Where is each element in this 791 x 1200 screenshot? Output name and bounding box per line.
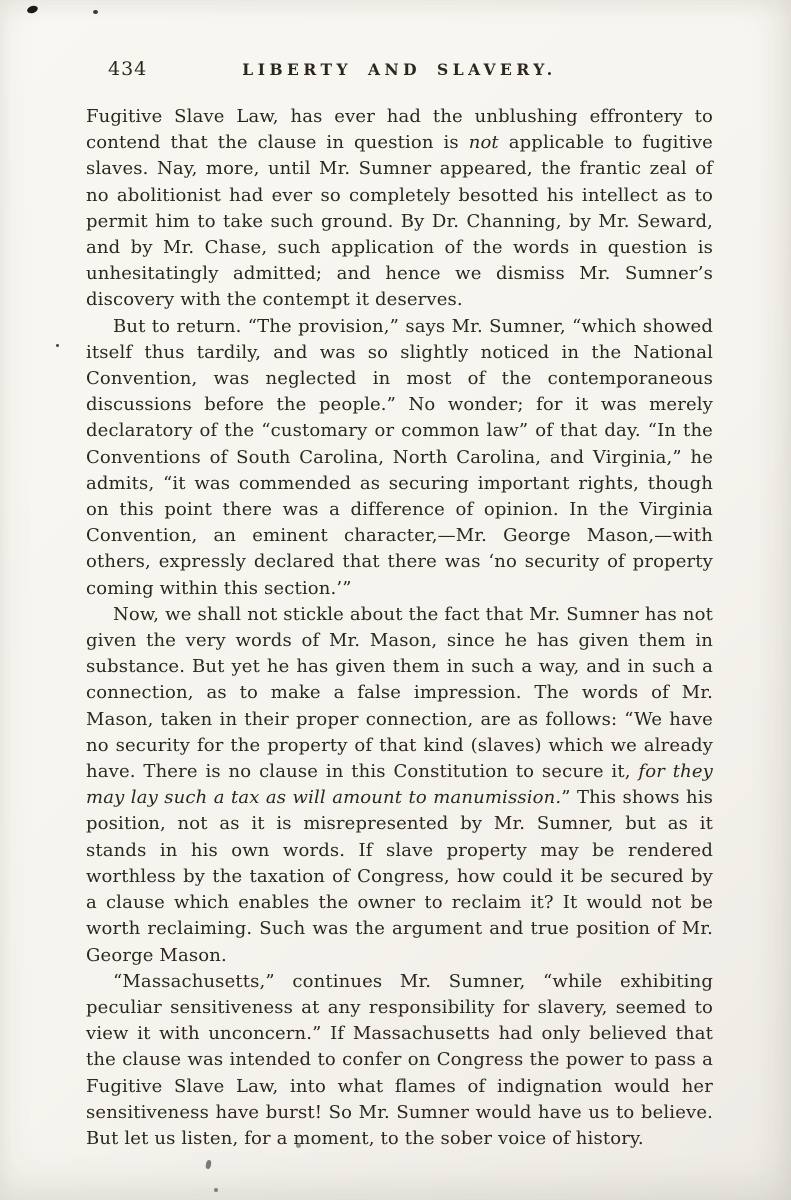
paragraph <box>86 602 713 969</box>
italic-text: for they may lay such a tax as will amount to manumission. <box>86 761 713 809</box>
ink-speck <box>26 4 39 14</box>
body-text: “Massachusetts,” continues Mr. Sumner, “while exhibiting peculiar sensitiveness at any responsibility for slavery, seemed to view it with unconcern.” If Massachusetts had only believed that the clause was intended to confer on Congress the power to pass a Fugitive Slave Law, into what flames of indignation would her sensitiveness have burst! So Mr. Sumner would have us to believe. But let us listen, for a moment, to the sober voice of history. <box>86 970 713 1149</box>
text-block <box>86 104 713 1152</box>
body-text: But to return. “The provision,” says Mr. Sumner, “which showed itself thus tardily, and was so slightly noticed in the National Convention, was neglected in most of the contemporaneous discussions before the people.” No wonder; for it was merely declaratory of the “customary or common law” of that day. “In the Conventions of South Carolina, North Carolina, and Virginia,” he admits, “it was commended as securing important rights, though on this point there was a difference of opinion. In the Virginia Convention, an eminent character,—Mr. George Mason,—with others, expressly declared that there was ‘no security of property coming within this section.’” <box>86 315 713 599</box>
page-number: 434 <box>108 58 148 80</box>
body-text: Now, we shall not stickle about the fact that Mr. Sumner has not given the very words of Mr. Mason, since he has given them in substance. But yet he has given them in such a way, and in such a connection, as to make a false impression. The words of Mr. Mason, taken in their proper connection, are as follows: “We have no security for the property of that kind (slaves) which we already have. There is no clause in this Constitution to secure it, <box>86 603 713 783</box>
paragraph <box>86 104 713 314</box>
body-text: ” This shows his position, not as it is misrepresented by Mr. Sumner, but as it stands in his own words. If slave property may be rendered worthless by the taxation of Congress, how could it be secured by a clause which enables the owner to reclaim it? It would not be worth reclaiming. Such was the argument and true position of Mr. George Mason. <box>86 787 713 966</box>
ink-speck <box>296 1143 301 1148</box>
body-text: Fugitive Slave Law, has ever had the unblushing effrontery to contend that the clause in question is <box>86 106 713 154</box>
page-header <box>86 58 713 86</box>
paragraph <box>86 969 713 1152</box>
ink-speck <box>93 10 98 14</box>
ink-speck <box>56 344 59 347</box>
running-title: LIBERTY AND SLAVERY. <box>242 60 557 79</box>
paragraph <box>86 314 713 602</box>
ink-speck <box>205 1160 212 1170</box>
ink-speck <box>214 1188 218 1192</box>
body-text: applicable to fugitive slaves. Nay, more, until Mr. Sumner appeared, the frantic zeal of no abolitionist had ever so completely besotted his intellect as to permit him to take such ground. By Dr. Channing, by Mr. Seward, and by Mr. Chase, such application of the words in question is unhesitatingly admitted; and hence we dismiss Mr. Sumner’s discovery with the contempt it deserves. <box>86 132 713 311</box>
italic-text: not <box>468 132 499 154</box>
